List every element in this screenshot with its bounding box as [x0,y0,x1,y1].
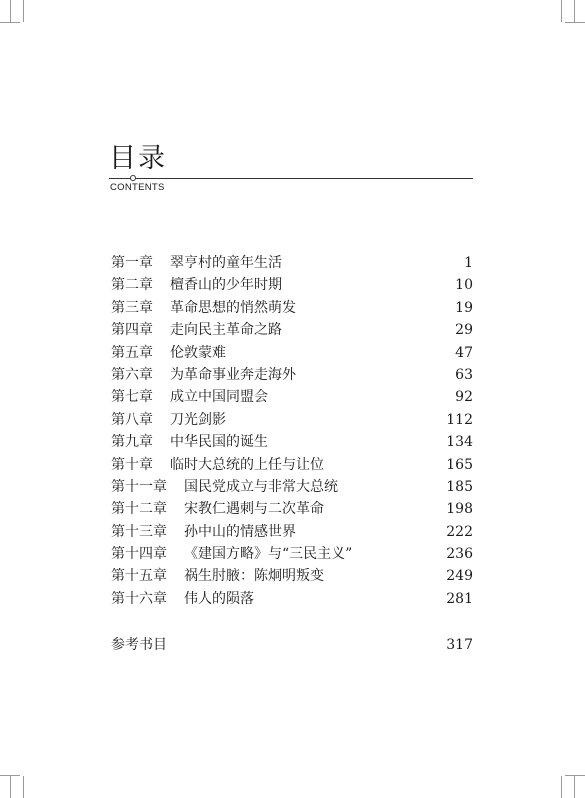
toc-chapter-number: 第八章 [111,411,153,428]
crop-mark [565,22,585,23]
toc-chapter-title: 祸生肘腋：陈炯明叛变 [184,568,324,585]
toc-entry [111,543,473,565]
toc-chapter-number: 第十六章 [111,590,167,607]
toc-chapter-title: 檀香山的少年时期 [170,277,282,294]
toc-chapter-number: 第十三章 [111,523,167,540]
crop-mark [10,776,11,798]
toc-entry [111,364,473,386]
toc-entry [111,386,473,408]
toc-chapter-number: 第十二章 [111,501,167,518]
toc-page-number: 10 [455,277,473,294]
toc-entry [111,252,473,274]
crop-mark [10,0,11,22]
crop-mark [23,0,24,22]
crop-mark [565,775,585,776]
toc-entry [111,431,473,453]
toc-chapter-title: 刀光剑影 [170,411,226,428]
toc-entry [111,498,473,520]
toc-chapter-number: 第五章 [111,344,153,361]
bibliography-entry [111,634,473,656]
bibliography-title: 参考书目 [111,637,167,653]
toc-chapter-number: 第二章 [111,277,153,294]
toc-entry [111,319,473,341]
toc-chapter-title: 中华民国的诞生 [170,434,268,451]
table-of-contents [111,252,473,610]
toc-page-number: 198 [446,501,473,518]
crop-mark [561,776,562,798]
toc-chapter-title: 革命思想的悄然萌发 [170,299,296,316]
toc-chapter-title: 《建国方略》与“三民主义” [184,546,353,563]
toc-chapter-title: 走向民主革命之路 [170,322,282,339]
toc-chapter-title: 伦敦蒙难 [170,344,226,361]
rule-dot [130,175,136,181]
toc-page-number: 281 [446,590,473,607]
toc-entry [111,342,473,364]
toc-page-number: 29 [455,322,473,339]
crop-mark [574,776,575,798]
toc-page-number: 236 [446,546,473,563]
toc-page-number: 222 [446,523,473,540]
toc-page-number: 249 [446,568,473,585]
toc-page-number: 19 [455,299,473,316]
toc-page-number: 165 [446,456,473,473]
toc-chapter-number: 第十章 [111,456,153,473]
page-title: 目录 [109,143,167,174]
toc-chapter-number: 第十五章 [111,568,167,585]
toc-entry [111,454,473,476]
toc-chapter-number: 第四章 [111,322,153,339]
toc-entry [111,588,473,610]
toc-page-number: 92 [455,389,473,406]
toc-entry [111,297,473,319]
toc-chapter-title: 孙中山的情感世界 [184,523,296,540]
toc-chapter-title: 为革命事业奔走海外 [170,366,296,383]
toc-entry [111,565,473,587]
crop-mark [0,775,20,776]
toc-page-number: 134 [446,434,473,451]
toc-chapter-number: 第七章 [111,389,153,406]
toc-chapter-title: 翠亨村的童年生活 [170,255,282,271]
toc-page-number: 185 [446,478,473,495]
page-subtitle: CONTENTS [110,182,165,193]
toc-entry [111,521,473,543]
toc-chapter-title: 宋教仁遇刺与二次革命 [184,501,324,518]
toc-chapter-number: 第六章 [111,366,153,383]
toc-chapter-title: 国民党成立与非常大总统 [184,478,338,495]
toc-page-number: 63 [455,366,473,383]
toc-chapter-number: 第一章 [111,255,153,271]
toc-chapter-title: 伟人的陨落 [184,590,254,607]
toc-page-number: 1 [464,255,473,271]
toc-chapter-number: 第九章 [111,434,153,451]
crop-mark [574,0,575,22]
crop-mark [23,776,24,798]
crop-mark [0,22,20,23]
toc-entry [111,409,473,431]
toc-chapter-number: 第三章 [111,299,153,316]
toc-chapter-title: 临时大总统的上任与让位 [170,456,324,473]
toc-entry [111,274,473,296]
toc-page-number: 47 [455,344,473,361]
crop-mark [561,0,562,22]
bibliography-page: 317 [446,637,473,653]
toc-chapter-title: 成立中国同盟会 [170,389,268,406]
toc-page-number: 112 [446,411,473,428]
toc-entry [111,476,473,498]
toc-chapter-number: 第十一章 [111,478,167,495]
title-rule [109,178,473,179]
toc-chapter-number: 第十四章 [111,546,167,563]
